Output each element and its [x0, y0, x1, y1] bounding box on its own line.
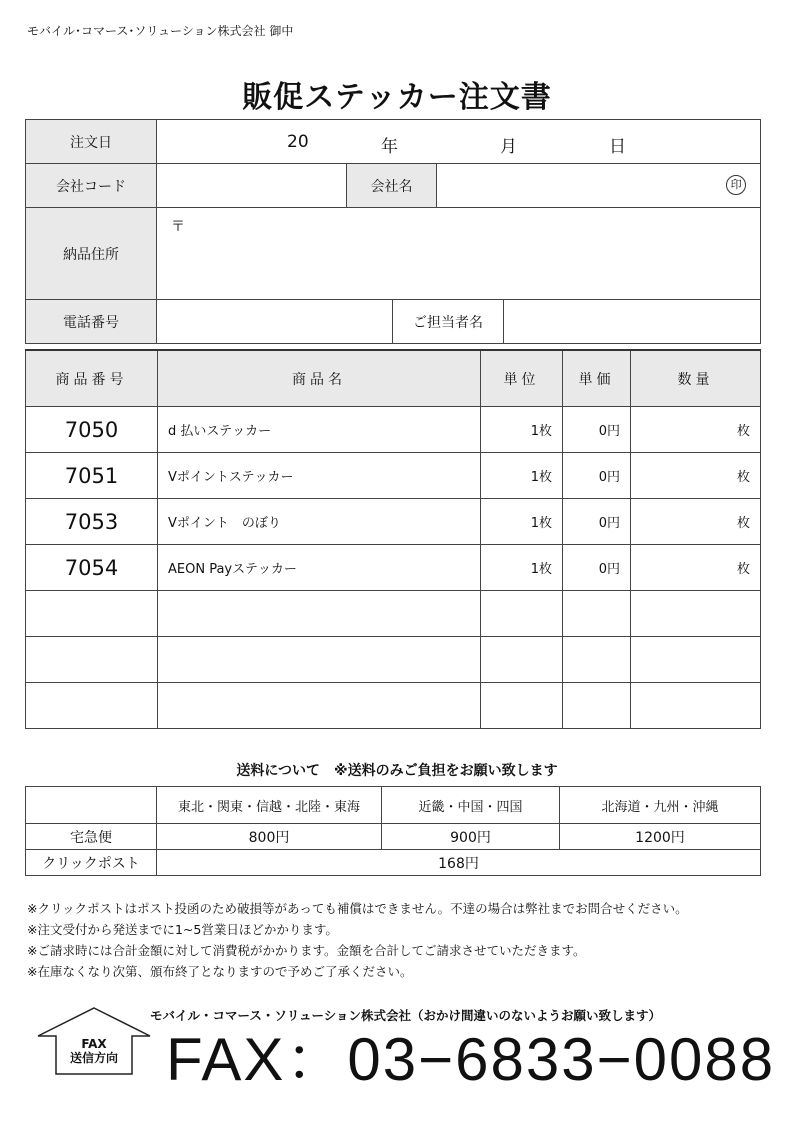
- header-quantity: 数量: [631, 350, 761, 407]
- contact-label: ご担当者名: [393, 300, 504, 344]
- addressee: モバイル･コマース･ソリューション株式会社 御中: [27, 24, 294, 38]
- phone-label: 電話番号: [26, 300, 157, 344]
- contact-field[interactable]: [504, 300, 761, 344]
- takkyubin-price-1: 800円: [157, 824, 382, 850]
- date-year-label: 年: [381, 137, 398, 157]
- seal-mark: 印: [726, 175, 746, 195]
- empty-cell[interactable]: [158, 591, 481, 637]
- empty-row: [26, 683, 761, 729]
- table-row: [26, 407, 761, 453]
- note-item: ※在庫なくなり次第、頒布終了となりますので予めご了承ください。: [27, 964, 413, 979]
- note-item: ※ご請求時には合計金額に対して消費税がかかります。金額を合計してご請求させていただきます。: [27, 943, 586, 958]
- region-1: 東北・関東・信越・北陸・東海: [157, 787, 382, 824]
- note-item: ※注文受付から発送までに1~5営業日ほどかかります。: [27, 922, 338, 937]
- notes: [27, 898, 688, 982]
- product-price: 0円: [563, 499, 631, 545]
- header-code: 商品番号: [26, 350, 158, 407]
- page-title: 販促ステッカー注文書: [242, 80, 552, 115]
- empty-cell[interactable]: [481, 591, 563, 637]
- product-unit: 1枚: [481, 499, 563, 545]
- phone-field[interactable]: [157, 300, 393, 344]
- empty-cell[interactable]: [481, 637, 563, 683]
- shipping-corner: [26, 787, 157, 824]
- empty-cell[interactable]: [631, 637, 761, 683]
- product-unit: 1枚: [481, 453, 563, 499]
- region-3: 北海道・九州・沖縄: [560, 787, 761, 824]
- empty-row: [26, 591, 761, 637]
- order-date-label: 注文日: [26, 120, 157, 164]
- empty-cell[interactable]: [631, 591, 761, 637]
- order-info-table: [25, 119, 761, 344]
- product-name: AEON Payステッカー: [158, 545, 481, 591]
- date-day-label: 日: [609, 137, 626, 157]
- product-price: 0円: [563, 407, 631, 453]
- table-row: [26, 453, 761, 499]
- fax-number: FAX：03−6833−0088: [166, 1026, 776, 1093]
- postal-mark: 〒: [171, 219, 185, 235]
- clickpost-price: 168円: [157, 850, 761, 876]
- empty-row: [26, 637, 761, 683]
- company-name-label: 会社名: [347, 164, 437, 208]
- product-name: Vポイントステッカー: [158, 453, 481, 499]
- quantity-field[interactable]: 枚: [631, 545, 761, 591]
- empty-cell[interactable]: [158, 637, 481, 683]
- empty-cell[interactable]: [26, 683, 158, 729]
- header-name: 商品名: [158, 350, 481, 407]
- empty-cell[interactable]: [563, 591, 631, 637]
- product-name: d 払いステッカー: [158, 407, 481, 453]
- product-code: 7054: [26, 545, 158, 591]
- quantity-field[interactable]: 枚: [631, 499, 761, 545]
- header-unit: 単位: [481, 350, 563, 407]
- product-code: 7051: [26, 453, 158, 499]
- address-field[interactable]: [157, 208, 761, 300]
- table-row: [26, 499, 761, 545]
- clickpost-label: クリックポスト: [26, 850, 157, 876]
- date-month-label: 月: [500, 137, 517, 157]
- date-prefix: 20: [287, 132, 309, 152]
- empty-cell[interactable]: [563, 683, 631, 729]
- company-note: モバイル・コマース・ソリューション株式会社（おかけ間違いのないようお願い致します）: [150, 1008, 662, 1023]
- company-name-field[interactable]: [437, 164, 761, 208]
- empty-cell[interactable]: [563, 637, 631, 683]
- empty-cell[interactable]: [26, 591, 158, 637]
- product-unit: 1枚: [481, 545, 563, 591]
- shipping-heading: 送料について ※送料のみご負担をお願い致します: [236, 763, 558, 779]
- product-price: 0円: [563, 545, 631, 591]
- address-label: 納品住所: [26, 208, 157, 300]
- empty-cell[interactable]: [631, 683, 761, 729]
- fax-direction-line2: 送信方向: [69, 1051, 118, 1065]
- company-code-label: 会社コード: [26, 164, 157, 208]
- quantity-field[interactable]: 枚: [631, 407, 761, 453]
- product-unit: 1枚: [481, 407, 563, 453]
- takkyubin-price-3: 1200円: [560, 824, 761, 850]
- region-2: 近畿・中国・四国: [382, 787, 560, 824]
- fax-direction-line1: FAX: [81, 1037, 107, 1051]
- order-date-field[interactable]: [157, 120, 761, 164]
- company-code-field[interactable]: [157, 164, 347, 208]
- product-code: 7053: [26, 499, 158, 545]
- takkyubin-label: 宅急便: [26, 824, 157, 850]
- table-row: [26, 545, 761, 591]
- header-price: 単価: [563, 350, 631, 407]
- product-code: 7050: [26, 407, 158, 453]
- products-table: [25, 349, 761, 729]
- empty-cell[interactable]: [481, 683, 563, 729]
- product-price: 0円: [563, 453, 631, 499]
- empty-cell[interactable]: [26, 637, 158, 683]
- fax-direction-label: [36, 1037, 152, 1065]
- note-item: ※クリックポストはポスト投函のため破損等があっても補償はできません。不達の場合は弊社までお問合せください。: [27, 901, 688, 916]
- takkyubin-price-2: 900円: [382, 824, 560, 850]
- empty-cell[interactable]: [158, 683, 481, 729]
- product-name: Vポイント のぼり: [158, 499, 481, 545]
- shipping-table: [25, 786, 761, 876]
- quantity-field[interactable]: 枚: [631, 453, 761, 499]
